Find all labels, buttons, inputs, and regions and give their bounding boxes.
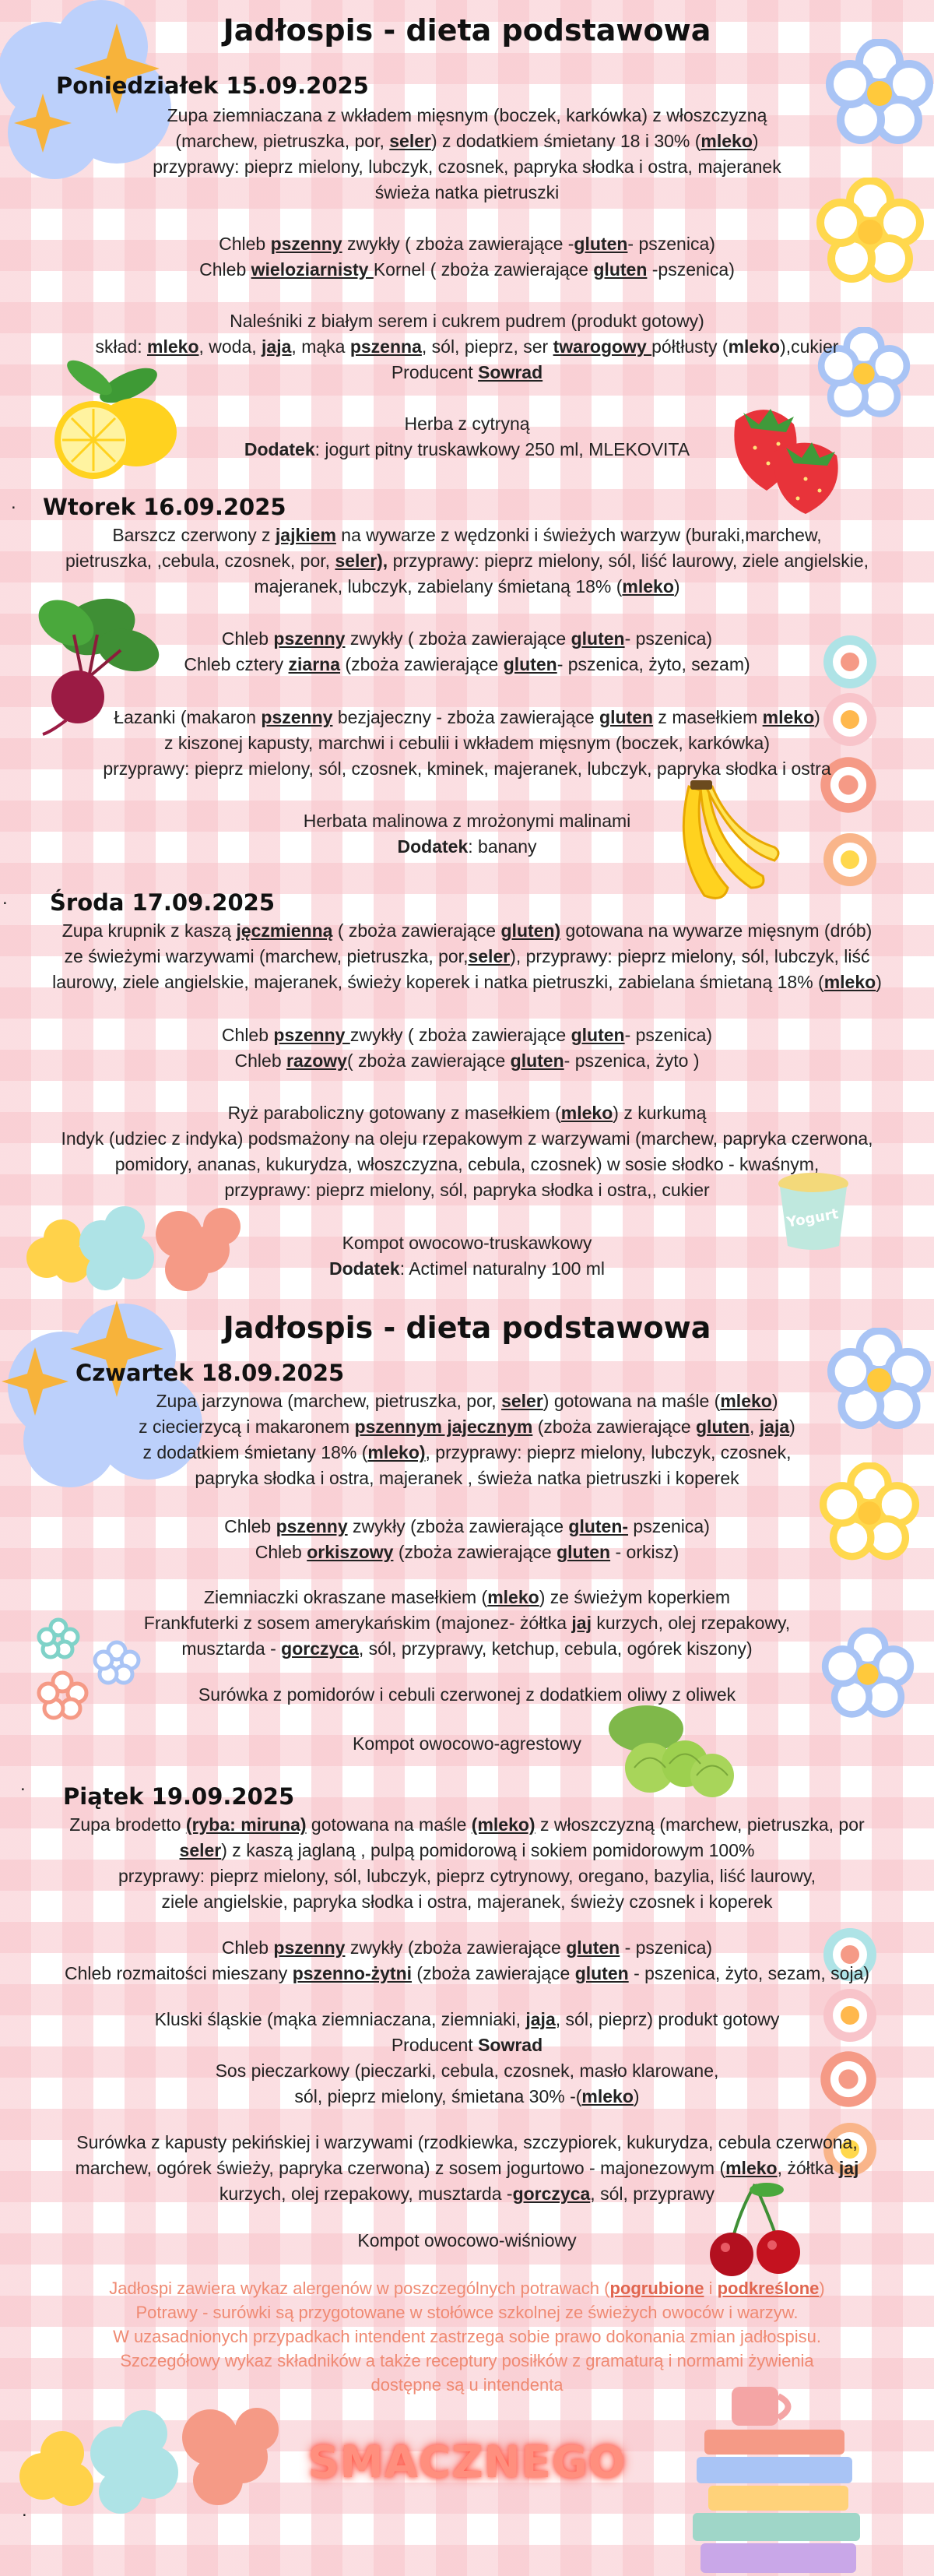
tuesday-bread: Chleb pszenny zwykły ( zboża zawierające gluten- pszenica) Chleb cztery ziarna (zboża zawierające gluten- pszenica, żyto, sezam): [184, 628, 750, 674]
day-header-wednesday: Środa 17.09.2025: [50, 889, 275, 916]
smacznego-neon-sign: SMACZNEGO: [307, 2437, 627, 2488]
monday-main-dish: Naleśniki z białym serem i cukrem pudrem (produkt gotowy) skład: mleko, woda, jaja, mąka pszenna, sól, pieprz, ser twarogowy półtłusty (mleko),cukier Producent Sowrad: [95, 311, 839, 382]
day-header-friday: Piątek 19.09.2025: [63, 1783, 295, 1810]
friday-drink: Kompot owocowo-wiśniowy: [357, 2230, 577, 2250]
monday-soup: Zupa ziemniaczana z wkładem mięsnym (boczek, karkówka) z włoszczyzną (marchew, pietruszka, por, seler) z dodatkiem śmietany 18 i 30% (mleko) przyprawy: pieprz mielony, lubczyk, czosnek, papryka słodka i ostra, majeranek świeża natka pietruszki: [153, 105, 781, 202]
stray-dot: .: [20, 1774, 26, 1795]
wednesday-soup: Zupa krupnik z kaszą jęczmienną ( zboża zawierające gluten) gotowana na wywarze mięsnym (drób) ze świeżymi warzywami (marchew, pietruszka, por,seler), przyprawy: pieprz mielony, sól, lubczyk, liść laurowy, ziele angielskie, majeranek, świeży koperek i natka pietruszki, zabielana śmietaną 18% (mleko): [52, 920, 882, 992]
tuesday-main-dish: Łazanki (makaron pszenny bezjajeczny - zboża zawierające gluten z masełkiem mleko) z kiszonej kapusty, marchwi i cebulii i wkładem mięsnym (boczek, karkówka) przyprawy: pieprz mielony, sól, czosnek, kminek, majeranek, lubczyk, papryka słodka i ostra: [103, 707, 831, 779]
page-title: Jadłospis - dieta podstawowa: [223, 1311, 711, 1345]
tuesday-soup: Barszcz czerwony z jajkiem na wywarze z wędzonki i świeżych warzyw (buraki,marchew, pietruszka, ,cebula, czosnek, por, seler), przyprawy: pieprz mielony, sól, liść laurowy, ziele angielskie, majeranek, lubczyk, zabielany śmietaną 18% (mleko): [65, 525, 869, 596]
wednesday-bread: Chleb pszenny zwykły ( zboża zawierające gluten- pszenica) Chleb razowy( zboża zawierające gluten- pszenica, żyto ): [221, 1025, 713, 1071]
wednesday-main-dish: Ryż paraboliczny gotowany z masełkiem (mleko) z kurkumą Indyk (udziec z indyka) podsmażony na oleju rzepakowym z warzywami (marchew, papryka czerwona, pomidory, ananas, kukurydza, włoszczyzna, cebula, czosnek) w sosie słodko - kwaśnym, przyprawy: pieprz mielony, sól, papryka słodka i ostra,, cukier: [61, 1103, 873, 1200]
wednesday-drink: Kompot owocowo-truskawkowy Dodatek: Actimel naturalny 100 ml: [328, 1233, 606, 1279]
day-header-monday: Poniedziałek 15.09.2025: [56, 72, 369, 99]
thursday-bread: Chleb pszenny zwykły (zboża zawierające gluten- pszenica) Chleb orkiszowy (zboża zawierające gluten - orkisz): [224, 1516, 710, 1562]
day-header-thursday: Czwartek 18.09.2025: [75, 1360, 345, 1386]
thursday-main-dish: Ziemniaczki okraszane masełkiem (mleko) ze świeżym koperkiem Frankfuterki z sosem amerykańskim (majonez- żółtka jaj kurzych, olej rzepakowy, musztarda - gorczyca, sól, przyprawy, ketchup, cebula, ogórek kiszony): [143, 1587, 791, 1659]
thursday-soup: Zupa jarzynowa (marchew, pietruszka, por, seler) gotowana na maśle (mleko) z ciecierzycą i makaronem pszennym jajecznym (zboża zawierające gluten, jaja) z dodatkiem śmietany 18% (mleko), przyprawy: pieprz mielony, lubczyk, czosnek, papryka słodka i ostra, majeranek , świeża natka pietruszki i koperek: [139, 1391, 795, 1488]
page-title: Jadłospis - dieta podstawowa: [223, 13, 711, 48]
thursday-drink: Kompot owocowo-agrestowy: [352, 1733, 582, 1754]
monday-drink: Herba z cytryną Dodatek: jogurt pitny truskawkowy 250 ml, MLEKOVITA: [244, 413, 690, 459]
stray-dot: .: [22, 2500, 27, 2521]
thursday-salad: Surówka z pomidorów i cebuli czerwonej z dodatkiem oliwy z oliwek: [198, 1684, 736, 1705]
yogurt-label: Yogurt: [785, 1205, 840, 1231]
stray-dot: .: [2, 888, 8, 909]
friday-soup: Zupa brodetto (ryba: miruna) gotowana na maśle (mleko) z włoszczyzną (marchew, pietruszka, por seler) z kaszą jaglaną , pulpą pomidorową i sokiem pomidorowym 100% przyprawy: pieprz mielony, sól, lubczyk, pieprz cytrynowy, oregano, bazylia, liść laurowy, ziele angielskie, papryka słodka i ostra, majeranek, świeży czosnek i koperek: [69, 1814, 865, 1912]
friday-salad: Surówka z kapusty pekińskiej i warzywami (rzodkiewka, szczypiorek, kukurydza, cebula czerwona, marchew, ogórek świeży, papryka czerwona) z sosem jogurtowo - majonezowym (mleko, żółtka jaj kurzych, olej rzepakowy, musztarda -gorczyca, sól, przyprawy: [75, 2132, 859, 2204]
allergen-note: Jadłospi zawiera wykaz alergenów w poszczególnych potrawach (pogrubione i podkreślone) Potrawy - surówki są przygotowane w stołówce szkolnej ze świeżych owoców i warzyw. W uzasadnionych przypadkach intendent zastrzega sobie prawo dokonania zmian jadłospisu. Szczegółowy wykaz składników a także receptury posiłków z gramaturą i normami żywienia dostępne są u intendenta: [109, 2279, 825, 2395]
friday-main-dish: Kluski śląskie (mąka ziemniaczana, ziemniaki, jaja, sól, pieprz) produkt gotowy Producent Sowrad Sos pieczarkowy (pieczarki, cebula, czosnek, masło klarowane, sól, pieprz mielony, śmietana 30% -(mleko): [154, 2009, 780, 2106]
monday-bread: Chleb pszenny zwykły ( zboża zawierające -gluten- pszenica) Chleb wieloziarnisty Kornel ( zboża zawierające gluten -pszenica): [199, 234, 735, 280]
friday-bread: Chleb pszenny zwykły (zboża zawierające gluten - pszenica) Chleb rozmaitości mieszany pszenno-żytni (zboża zawierające gluten - pszenica, żyto, sezam, soja): [64, 1937, 870, 1983]
day-header-tuesday: Wtorek 16.09.2025: [43, 494, 286, 520]
tuesday-drink: Herbata malinowa z mrożonymi malinami Dodatek: banany: [303, 811, 631, 857]
stray-dot: .: [11, 492, 16, 513]
